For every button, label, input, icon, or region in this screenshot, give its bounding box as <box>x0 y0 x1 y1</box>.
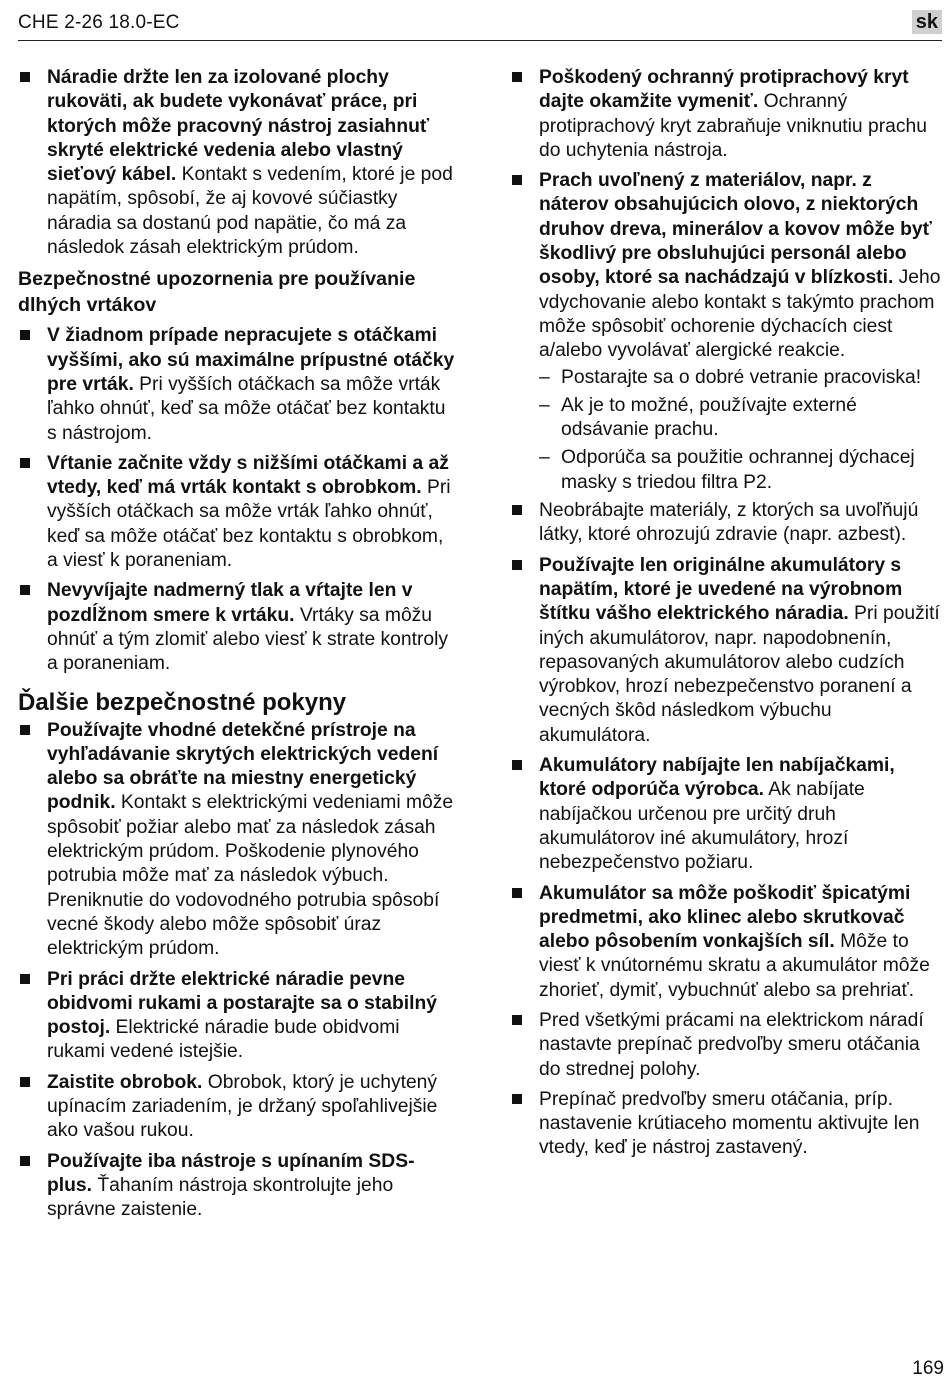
item-text: Neobrábajte materiály, z ktorých sa uvoľňujú látky, ktoré ohrozujú zdravie (napr. azbest). <box>539 500 919 546</box>
item-text: Môže to viesť k vnútornému skratu a akumulátor môže zhorieť, dymiť, vybuchnúť alebo sa prehriať. <box>539 931 930 1001</box>
square-bullet-icon <box>20 1077 30 1087</box>
item-emphasis: Akumulátor sa môže poškodiť špicatými predmetmi, ako klinec alebo skrutkovač alebo pôsobením vonkajších síl. <box>539 882 911 953</box>
item-emphasis: Prach uvoľnený z materiálov, napr. z náterov obsahujúcich olovo, z niektorých druhov dreva, minerálov a kovov môže byť škodlivý pre obsluhujúci personál alebo osoby, ktoré sa nachádzajú v blízkosti. <box>539 170 932 289</box>
section-heading-long-drills: Bezpečnostné upozornenia pre používanie dlhých vrtákov <box>18 268 416 317</box>
item-text: Pri použití iných akumulátorov, napr. napodobnenín, repasovaných akumulátorov alebo cudzích výrobkov, hrozí nebezpečenstvo poranení a vecných škôd následkom výbuchu akumulátora. <box>539 603 940 746</box>
language-badge: sk <box>912 10 942 34</box>
square-bullet-icon <box>20 1156 30 1166</box>
item-text: Obrobok, ktorý je uchytený upínacím zariadením, je držaný spoľahlivejšie ako vašou rukou. <box>47 1071 438 1142</box>
sub-item-text: Postarajte sa o dobré vetranie pracoviska! <box>561 366 922 388</box>
item-text: Vrtáky sa môžu ohnúť a tým zlomiť alebo viesť k strate kontroly a poraneniam. <box>47 604 449 675</box>
dash-bullet-icon: – <box>539 447 550 469</box>
list-item <box>18 324 458 445</box>
square-bullet-icon <box>512 505 522 515</box>
item-emphasis: Akumulátory nabíjajte len nabíjačkami, ktoré odporúča výrobca. <box>539 755 895 801</box>
square-bullet-icon <box>512 760 522 770</box>
item-emphasis: Používajte len originálne akumulátory s napätím, ktoré je uvedené na výrobnom štítku vášho elektrického náradia. <box>539 554 903 625</box>
item-emphasis: Poškodený ochranný protiprachový kryt dajte okamžite vymeniť. <box>539 67 909 113</box>
item-emphasis: Pri práci držte elektrické náradie pevne obidvomi rukami a postarajte sa o stabilný postoj. <box>47 968 438 1039</box>
sub-list-item <box>510 394 942 443</box>
square-bullet-icon <box>512 175 522 185</box>
square-bullet-icon <box>20 458 30 468</box>
dash-bullet-icon: – <box>539 366 550 388</box>
item-emphasis: Vŕtanie začnite vždy s nižšími otáčkami a až vtedy, keď má vrták kontakt s obrobkom. <box>47 452 449 499</box>
square-bullet-icon <box>20 585 30 595</box>
item-text: Ťahaním nástroja skontrolujte jeho správne zaistenie. <box>47 1174 394 1221</box>
item-emphasis: Zaistite obrobok. <box>47 1071 203 1093</box>
list-item <box>18 579 458 676</box>
square-bullet-icon <box>512 72 522 82</box>
list-item <box>18 968 458 1065</box>
item-emphasis: Používajte iba nástroje s upínaním SDS-plus. <box>47 1150 415 1196</box>
item-text: Jeho vdychovanie alebo kontakt s takýmto prachom môže spôsobiť ochorenie dýchacích ciest a/alebo vyvolávať alergické reakcie. <box>539 267 941 362</box>
list-item <box>510 169 942 363</box>
item-emphasis: Nevyvíjajte nadmerný tlak a vŕtajte len v pozdĺžnom smere k vrtáku. <box>47 580 413 626</box>
square-bullet-icon <box>512 1094 522 1104</box>
section-title-further-safety: Ďalšie bezpečnostné pokyny <box>18 688 347 716</box>
item-text: Kontakt s vedením, ktoré je pod napätím, spôsobí, že aj kovové súčiastky náradia sa dostanú pod napätie, čo má za následok zásah elektrickým prúdom. <box>47 164 453 259</box>
item-emphasis: Používajte vhodné detekčné prístroje na vyhľadávanie skrytých elektrických vedení alebo sa obráťte na miestny energetický podnik. <box>47 719 439 814</box>
square-bullet-icon <box>20 725 30 735</box>
list-item <box>18 66 458 260</box>
sub-list-item <box>510 446 942 495</box>
item-text: Ochranný protiprachový kryt zabraňuje vniknutiu prachu do uchytenia nástroja. <box>539 91 927 161</box>
square-bullet-icon <box>512 560 522 570</box>
square-bullet-icon <box>20 330 30 340</box>
list-item <box>510 499 942 548</box>
item-emphasis: V žiadnom prípade nepracujete s otáčkami vyššími, ako sú maximálne prípustné otáčky pre vrták. <box>47 325 455 395</box>
item-text: Pri vyšších otáčkach sa môže vrták ľahko ohnúť, keď sa môže otáčať bez kontaktu s nástrojom. <box>47 373 446 444</box>
square-bullet-icon <box>20 72 30 82</box>
item-text: Pri vyšších otáčkach sa môže vrták ľahko ohnúť, keď sa môže otáčať bez kontaktu s obrobkom, a viesť k poraneniam. <box>47 477 451 572</box>
item-text: Elektrické náradie bude obidvomi rukami vedené istejšie. <box>47 1017 400 1063</box>
square-bullet-icon <box>20 974 30 984</box>
list-item <box>18 452 458 573</box>
item-text: Prepínač predvoľby smeru otáčania, príp. nastavenie krútiaceho momentu aktivujte len vtedy, keď je nástroj zastavený. <box>539 1088 920 1159</box>
sub-list-item <box>510 366 942 390</box>
right-column <box>510 66 942 1167</box>
page-header <box>18 8 942 41</box>
list-item <box>18 1150 458 1223</box>
doc-id: CHE 2-26 18.0-EC <box>18 12 180 33</box>
square-bullet-icon <box>512 1015 522 1025</box>
list-item <box>510 66 942 163</box>
list-item <box>18 719 458 962</box>
left-column <box>18 66 458 1228</box>
square-bullet-icon <box>512 888 522 898</box>
list-item <box>510 1009 942 1082</box>
page-number: 169 <box>912 1358 944 1379</box>
item-text: Ak nabíjate nabíjačkou určenou pre určitý druh akumulátorov iné akumulátory, hrozí nebezpečenstvo požiaru. <box>539 779 865 874</box>
list-item <box>18 1071 458 1144</box>
list-item <box>510 754 942 875</box>
item-text: Kontakt s elektrickými vedeniami môže spôsobiť požiar alebo mať za následok zásah elektrickým prúdom. Poškodenie plynového potrubia môže mať za následok výbuch. Preniknutie do vodovodného potrubia spôsobí vecné škody alebo môže spôsobiť úraz elektrickým prúdom. <box>47 792 454 960</box>
list-item <box>510 882 942 1003</box>
list-item <box>510 1088 942 1161</box>
dash-bullet-icon: – <box>539 394 550 416</box>
sub-item-text: Odporúča sa použitie ochrannej dýchacej masky s triedou filtra P2. <box>561 447 915 493</box>
list-item <box>510 554 942 748</box>
item-emphasis: Náradie držte len za izolované plochy rukoväti, ak budete vykonávať práce, pri ktorých môže pracovný nástroj zasiahnuť skryté elektrické vedenia alebo vlastný sieťový kábel. <box>47 67 430 186</box>
sub-item-text: Ak je to možné, používajte externé odsávanie prachu. <box>561 394 857 441</box>
item-text: Pred všetkými prácami na elektrickom náradí nastavte prepínač predvoľby smeru otáčania do strednej polohy. <box>539 1009 924 1080</box>
